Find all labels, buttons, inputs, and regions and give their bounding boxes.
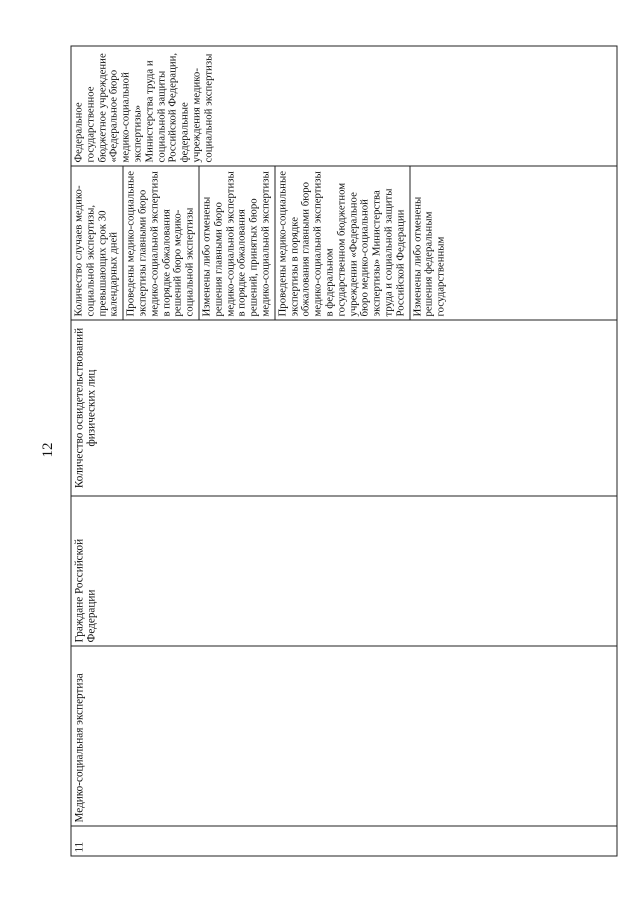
page-number: 12 [40,442,56,458]
quality-indicators-cell [71,166,617,320]
service-name-cell: Медико-социальная экспертиза [71,646,617,826]
providers-cell: Федеральное государственное бюджетное учреждение «Федеральное бюро медико-социальной экспертизы» Министерства труда и социальной защиты Российской Федерации, федеральные учреждения медико-социальной экспертизы [71,46,617,166]
row-number-cell: 11 [71,826,617,856]
quality-indicator-4: Проведены медико-социальные экспертизы в порядке обжалования главными бюро медико-социальной экспертизы в федеральном государственном бюджетном учреждении «Федеральное бюро медико-социальной экспертизы» Министерства труда и социальной защиты Российской Федерации [277,167,410,320]
volume-indicator-cell: Количество освидетельствований физических лиц [71,320,617,496]
table-row [71,46,617,856]
quality-indicator-2: Проведены медико-социальные экспертизы главными бюро медико-социальной экспертизы в порядке обжалования решений бюро медико-социальной экспертизы [126,167,200,320]
quality-indicator-1: Количество случаев медико-социальной экспертизы, превышающих срок 30 календарных дней [74,167,124,320]
rotated-table-container [1,0,640,905]
quality-indicator-5: Изменены либо отменены решения федеральным государственным [411,196,447,317]
recipients-cell: Граждане Российской Федерации [71,496,617,646]
quality-indicator-3: Изменены либо отменены решения главными бюро медико-социальной экспертизы в порядке обжалования решений, принятых бюро медико-социальной экспертизы [201,167,275,320]
services-table [71,46,618,857]
